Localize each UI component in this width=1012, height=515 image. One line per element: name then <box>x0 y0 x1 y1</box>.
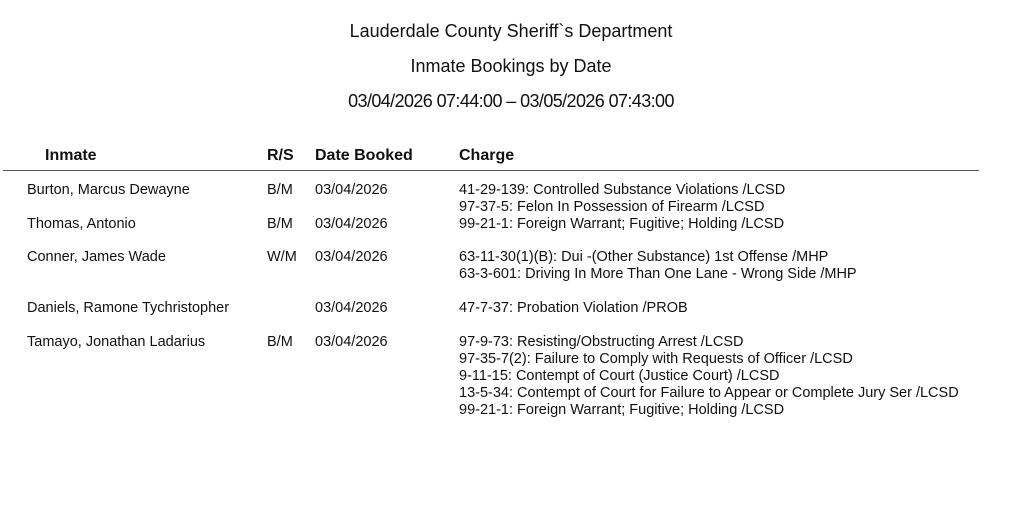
agency-title: Lauderdale County Sheriff`s Department <box>349 21 673 41</box>
race-sex: B/M <box>267 216 293 232</box>
charge-item: 63-3-601: Driving In More Than One Lane - Wrong Side /MHP <box>459 266 857 282</box>
inmate-name: Tamayo, Jonathan Ladarius <box>27 334 206 350</box>
charge-item: 63-11-30(1)(B): Dui -(Other Substance) 1st Offense /MHP <box>459 249 829 265</box>
column-header-inmate: Inmate <box>45 147 97 164</box>
charge-item: 97-37-5: Felon In Possession of Firearm /LCSD <box>459 199 765 215</box>
charge-list <box>459 300 688 317</box>
date-booked: 03/04/2026 <box>315 334 388 350</box>
race-sex: B/M <box>267 334 293 350</box>
column-header-charge: Charge <box>459 147 515 164</box>
date-booked: 03/04/2026 <box>315 216 388 232</box>
column-header-date-booked: Date Booked <box>315 147 413 164</box>
charge-list <box>459 216 784 233</box>
inmate-name: Burton, Marcus Dewayne <box>27 182 190 198</box>
column-header-race-sex: R/S <box>267 147 294 164</box>
charge-item: 41-29-139: Controlled Substance Violations /LCSD <box>459 182 786 198</box>
header-divider <box>3 170 979 171</box>
charge-item: 47-7-37: Probation Violation /PROB <box>459 300 688 316</box>
date-range: 03/04/2026 07:44:00 – 03/05/2026 07:43:00 <box>348 91 674 111</box>
inmate-name: Thomas, Antonio <box>27 216 136 232</box>
charge-item: 97-9-73: Resisting/Obstructing Arrest /LCSD <box>459 334 744 350</box>
race-sex: W/M <box>267 249 297 265</box>
charge-list <box>459 182 785 216</box>
charge-item: 97-35-7(2): Failure to Comply with Requests of Officer /LCSD <box>459 351 853 367</box>
charge-list <box>459 249 857 283</box>
charge-item: 9-11-15: Contempt of Court (Justice Court) /LCSD <box>459 368 780 384</box>
date-booked: 03/04/2026 <box>315 182 388 198</box>
report-title: Inmate Bookings by Date <box>410 56 612 76</box>
race-sex: B/M <box>267 182 293 198</box>
charge-item: 13-5-34: Contempt of Court for Failure to Appear or Complete Jury Ser /LCSD <box>459 385 959 401</box>
date-booked: 03/04/2026 <box>315 249 388 265</box>
date-booked: 03/04/2026 <box>315 300 388 316</box>
inmate-name: Daniels, Ramone Tychristopher <box>27 300 230 316</box>
charge-item: 99-21-1: Foreign Warrant; Fugitive; Holding /LCSD <box>459 402 785 418</box>
charge-list <box>459 334 959 419</box>
inmate-name: Conner, James Wade <box>27 249 166 265</box>
charge-item: 99-21-1: Foreign Warrant; Fugitive; Holding /LCSD <box>459 216 785 232</box>
